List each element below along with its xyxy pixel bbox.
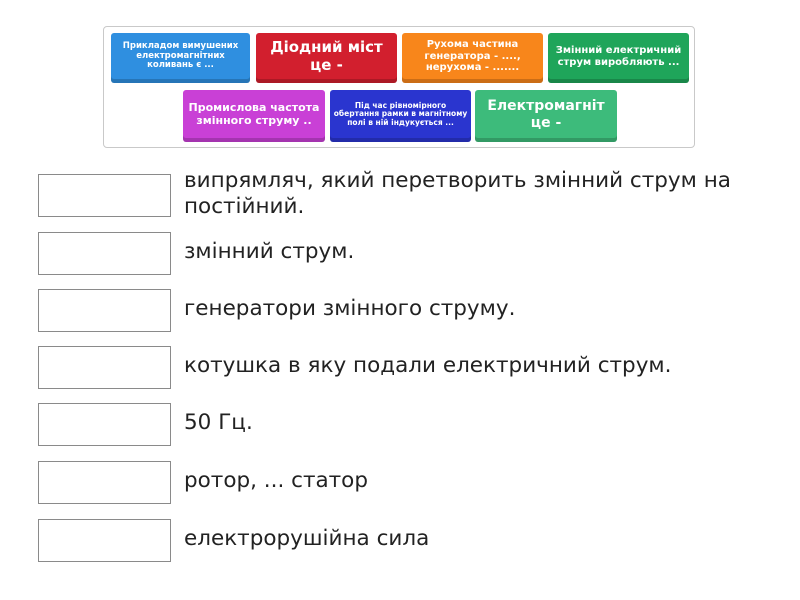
tile-label: Промислова частота змінного струму .. <box>188 100 320 127</box>
match-row <box>38 519 778 563</box>
tile-label: Діодний міст це - <box>270 38 383 74</box>
answer-tile-diode-bridge[interactable] <box>256 33 397 83</box>
match-row <box>38 403 778 447</box>
statement-text: генератори змінного струму. <box>184 296 516 321</box>
answer-tile-ac-produced-by[interactable] <box>548 33 689 83</box>
answer-tile-tray <box>103 26 695 148</box>
answer-tile-electromagnet[interactable] <box>475 90 617 142</box>
drop-slot[interactable] <box>38 461 171 504</box>
drop-slot[interactable] <box>38 519 171 562</box>
tile-label: Прикладом вимушених електромагнітних коливань є ... <box>122 40 239 71</box>
drop-slot[interactable] <box>38 232 171 275</box>
match-row <box>38 168 778 219</box>
match-row <box>38 289 778 333</box>
statement-text: електрорушійна сила <box>184 526 430 551</box>
answer-tile-generator-parts[interactable] <box>402 33 543 83</box>
answer-tile-rotating-frame[interactable] <box>330 90 471 142</box>
tile-label: Рухома частина генератора - ...., нерухома - ....... <box>424 39 521 74</box>
statement-text: випрямляч, який перетворить змінний струм на постійний. <box>184 168 731 219</box>
drop-slot[interactable] <box>38 346 171 389</box>
statement-text: ротор, ... статор <box>184 468 368 493</box>
answer-tile-industrial-frequency[interactable] <box>183 90 325 142</box>
drop-slot[interactable] <box>38 403 171 446</box>
tile-label: Змінний електричний струм виробляють ... <box>555 45 682 68</box>
tile-label: Під час рівномірного обертання рамки в магнітному полі в ній індукується ... <box>333 100 468 127</box>
drop-slot[interactable] <box>38 174 171 217</box>
tile-label: Електромагніт це - <box>487 98 605 131</box>
drop-slot[interactable] <box>38 289 171 332</box>
statement-text: 50 Гц. <box>184 410 253 435</box>
statement-text: котушка в яку подали електричний струм. <box>184 353 672 378</box>
match-row <box>38 461 778 505</box>
match-row <box>38 232 778 276</box>
answer-tile-forced-oscillations-example[interactable] <box>111 33 250 83</box>
match-row <box>38 346 778 390</box>
statement-text: змінний струм. <box>184 239 355 264</box>
